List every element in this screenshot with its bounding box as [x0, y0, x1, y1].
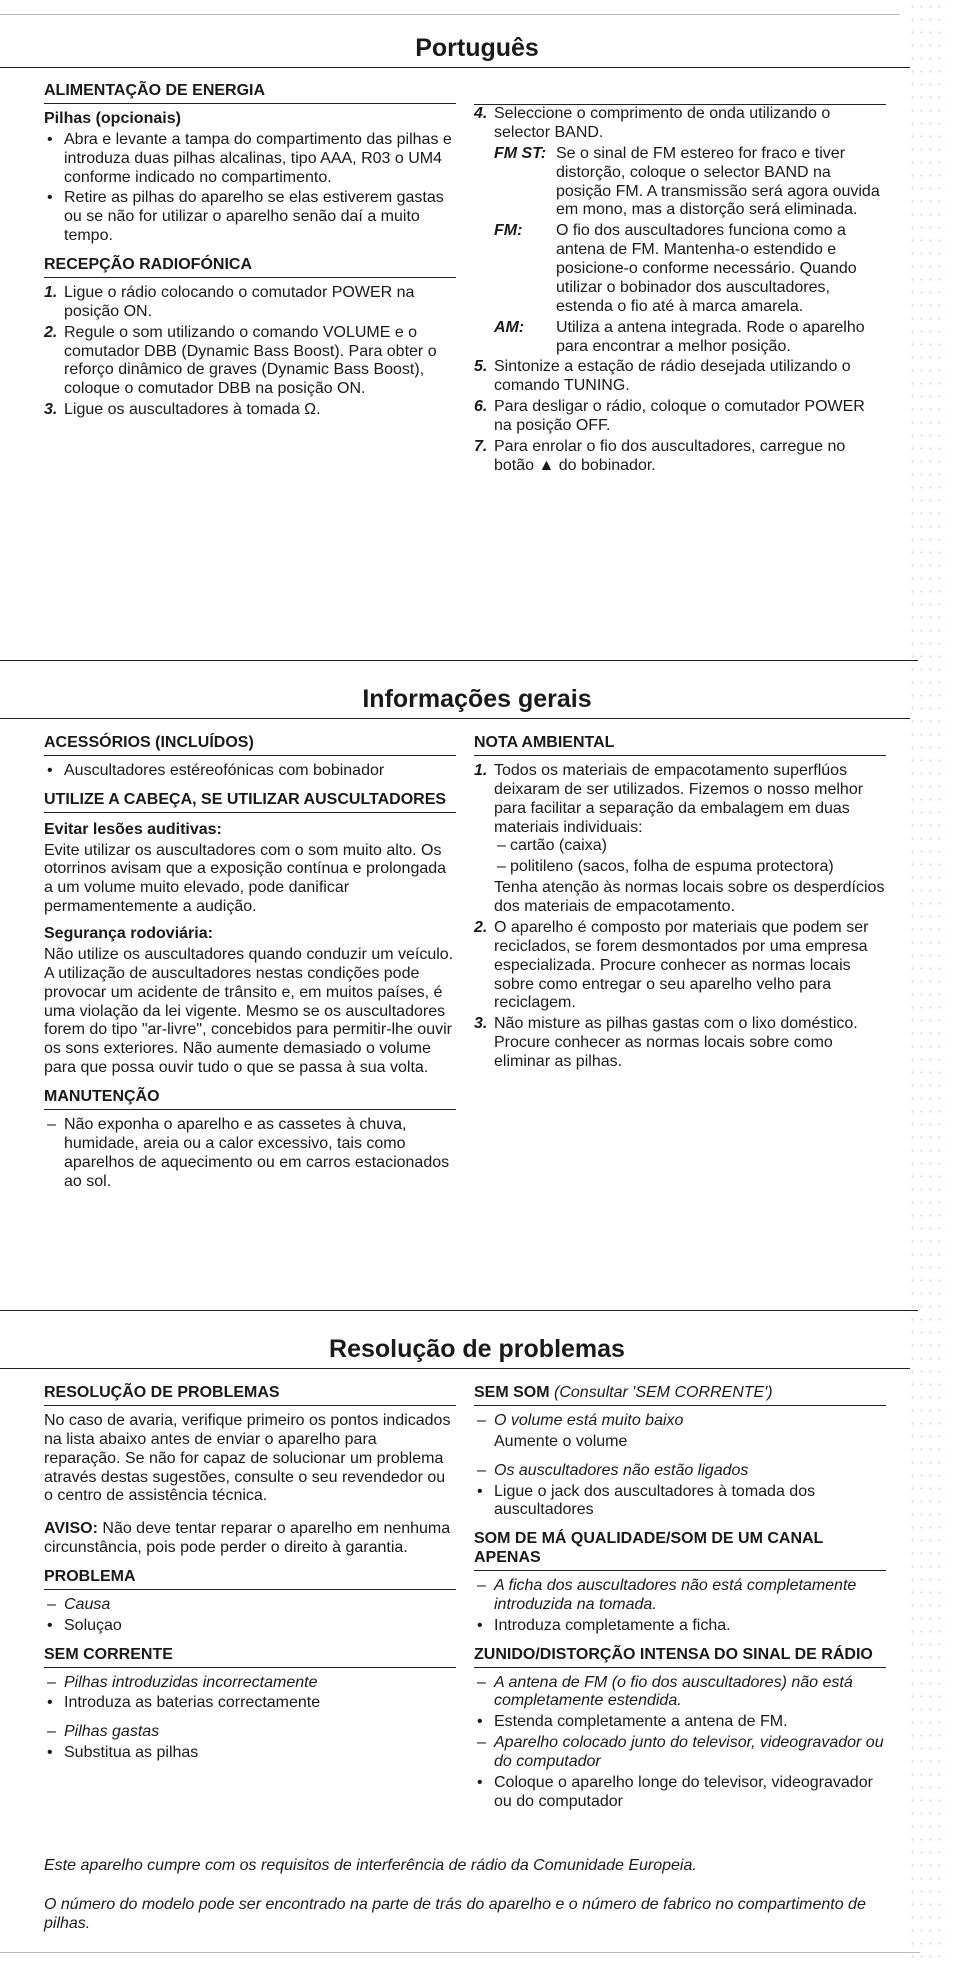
band-key: FM ST: — [494, 144, 547, 162]
section-rule — [0, 718, 910, 719]
warning-label: AVISO: — [44, 1520, 98, 1538]
dash-item: – cartão (caixa) — [494, 837, 886, 856]
solution-item: • Substitua as pilhas — [44, 1744, 456, 1763]
solution-item: • Coloque o aparelho longe do televisor, videogravador ou do computador — [474, 1774, 886, 1812]
step-number: 2. — [44, 323, 58, 341]
warning-text: Não deve tentar reparar o aparelho em nenhuma circunstância, pois pode perder o direito à garantia. — [44, 1520, 451, 1557]
heading-ambiental: NOTA AMBIENTAL — [474, 734, 886, 756]
column-right-portugues — [474, 82, 886, 478]
cause-item: – Os auscultadores não estão ligados — [474, 1462, 886, 1481]
heading-recepcao: RECEPÇÃO RADIOFÓNICA — [44, 256, 456, 278]
heading-manutencao: MANUTENÇÃO — [44, 1088, 456, 1110]
step-text: Para enrolar o fio dos auscultadores, carregue no botão ▲ do bobinador. — [494, 437, 846, 474]
numbered-step — [44, 284, 456, 322]
step-text: Sintonize a estação de rádio desejada utilizando o comando TUNING. — [494, 358, 851, 395]
heading-acessorios: ACESSÓRIOS (INCLUÍDOS) — [44, 734, 456, 756]
numbered-step — [474, 398, 886, 436]
section-rule — [0, 1310, 918, 1311]
subheading-pilhas: Pilhas (opcionais) — [44, 109, 181, 127]
paragraph: Evite utilizar os auscultadores com o som muito alto. Os otorrinos avisam que a exposição contínua e prolongada a um volume muito elevado, pode danificar permamentemente a audição. — [44, 841, 447, 916]
dash-item: – politileno (sacos, folha de espuma protectora) — [494, 858, 886, 877]
cause-item: – Causa — [44, 1596, 456, 1615]
bullet-item: • Retire as pilhas do aparelho se elas estiverem gastas ou se não for utilizar o aparelho senão daí a muito tempo. — [44, 189, 456, 246]
section-rule — [0, 67, 910, 68]
step-number: 7. — [474, 437, 488, 455]
band-definition — [494, 145, 886, 221]
cause-item: – A antena de FM (o fio dos auscultadores) não está completamente estendida. — [474, 1674, 886, 1712]
column-right-gerais — [474, 734, 886, 1074]
step-number: 1. — [474, 761, 488, 779]
column-left-gerais — [44, 734, 456, 1193]
subheading-lesoes: Evitar lesões auditivas: — [44, 820, 222, 838]
heading-utilize: UTILIZE A CABEÇA, SE UTILIZAR AUSCULTADORES — [44, 791, 456, 813]
section-title-portugues: Português — [415, 34, 539, 62]
heading-zunido: ZUNIDO/DISTORÇÃO INTENSA DO SINAL DE RÁDIO — [474, 1646, 886, 1668]
band-text: Se o sinal de FM estereo for fraco e tiver distorção, coloque o selector BAND na posição FM. A transmissão será agora ouvida em mono, mas a distorção será eliminada. — [556, 144, 880, 219]
cause-item: – Aparelho colocado junto do televisor, videogravador ou do computador — [474, 1734, 886, 1772]
scan-speckle — [908, 0, 948, 1967]
bullet-item: • Abra e levante a tampa do compartimento das pilhas e introduza duas pilhas alcalinas, tipo AAA, R03 o UM4 conforme indicado no compartimento. — [44, 131, 456, 188]
heading-sem-corrente: SEM CORRENTE — [44, 1646, 456, 1668]
step-number: 6. — [474, 398, 488, 416]
column-left-portugues — [44, 82, 456, 422]
solution-item: • Ligue o jack dos auscultadores à tomada dos auscultadores — [474, 1483, 886, 1521]
bullet-item: • Auscultadores estéreofónicas com bobinador — [44, 762, 456, 781]
step-text: Para desligar o rádio, coloque o comutador POWER na posição OFF. — [494, 398, 865, 434]
band-text: Utiliza a antena integrada. Rode o aparelho para encontrar a melhor posição. — [556, 318, 865, 355]
band-text: O fio dos auscultadores funciona como a antena de FM. Mantenha-o estendido e posicione-o conforme necessário. Quando utilizar o bobinador dos auscultadores, estenda o fio até à marca amarela. — [556, 222, 857, 315]
section-title-problemas: Resolução de problemas — [329, 1335, 625, 1363]
numbered-step — [474, 1015, 886, 1072]
heading-problema: PROBLEMA — [44, 1568, 456, 1590]
section-title-gerais: Informações gerais — [362, 685, 592, 713]
cause-item: – A ficha dos auscultadores não está completamente introduzida na tomada. — [474, 1577, 886, 1615]
numbered-step — [44, 401, 456, 420]
solution-item: • Estenda completamente a antena de FM. — [474, 1713, 886, 1732]
heading-note: (Consultar 'SEM CORRENTE') — [554, 1384, 773, 1401]
step-text: Regule o som utilizando o comando VOLUME e o comutador DBB (Dynamic Bass Boost). Para obter o reforço dinâmico de graves (Dynamic Bass Boost), coloque o comutador DBB na posição ON. — [64, 323, 437, 398]
step-text: Tenha atenção às normas locais sobre os desperdícios dos materiais de empacotamento. — [494, 879, 885, 915]
heading-alimentacao: ALIMENTAÇÃO DE ENERGIA — [44, 82, 456, 104]
numbered-step — [474, 438, 886, 476]
paragraph: Não utilize os auscultadores quando conduzir um veículo. A utilização de auscultadores nestas condições pode provocar um acidente de trânsito e, em muitos países, é uma violação da lei vigente. Mesmo se os auscultadores forem do tipo "ar-livre", concebidos para permitir-lhe ouvir os sons exteriores. Não aumente demasiado o volume para que possa ouvir tudo o que se passa à sua volta. — [44, 945, 454, 1077]
footer-compliance: Este aparelho cumpre com os requisitos de interferência de rádio da Comunidade Europeia. — [44, 1857, 697, 1874]
numbered-step — [474, 358, 886, 396]
cause-item: – Pilhas introduzidas incorrectamente — [44, 1674, 456, 1693]
section-rule — [0, 1368, 910, 1369]
solution-item: • Introduza completamente a ficha. — [474, 1617, 886, 1636]
solution-item: • Soluçao — [44, 1617, 456, 1636]
step-number: 3. — [474, 1015, 488, 1033]
subheading-seguranca: Segurança rodoviária: — [44, 925, 213, 942]
band-definition — [494, 222, 886, 316]
step-text: Ligue o rádio colocando o comutador POWER na posição ON. — [64, 283, 415, 320]
footer-model-number: O número do modelo pode ser encontrado na parte de trás do aparelho e o número de fabrico no compartimento de pilhas. — [44, 1896, 866, 1932]
cause-item: – Pilhas gastas — [44, 1723, 456, 1742]
heading-sem-som — [474, 1384, 886, 1406]
step-number: 3. — [44, 401, 58, 419]
numbered-step — [474, 919, 886, 1013]
step-number: 2. — [474, 918, 488, 936]
step-text: Não misture as pilhas gastas com o lixo doméstico. Procure conhecer as normas locais sobre como eliminar as pilhas. — [494, 1015, 858, 1070]
warning-paragraph — [44, 1520, 456, 1558]
step-text: Ligue os auscultadores à tomada Ω. — [64, 401, 321, 419]
column-right-problemas — [474, 1384, 886, 1814]
step-text: Seleccione o comprimento de onda utilizando o selector BAND. — [494, 105, 831, 141]
dash-item: – Não exponha o aparelho e as cassetes à chuva, humidade, areia ou a calor excessivo, tais como aparelhos de aquecimento ou em carros estacionados ao sol. — [44, 1116, 456, 1192]
numbered-step — [474, 762, 886, 917]
column-left-problemas — [44, 1384, 456, 1765]
numbered-step — [44, 324, 456, 400]
step-number: 1. — [44, 283, 58, 301]
solution-item: • Introduza as baterias correctamente — [44, 1694, 456, 1713]
numbered-step — [474, 105, 886, 143]
section-rule — [0, 660, 918, 661]
band-key: AM: — [494, 318, 525, 336]
step-text: Todos os materiais de empacotamento superflúos deixaram de ser utilizados. Fizemos o nosso melhor para facilitar a separação da embalagem em duas materiais individuais: — [494, 761, 864, 836]
bottom-scan-rule — [0, 1952, 920, 1953]
heading-resolucao: RESOLUÇÃO DE PROBLEMAS — [44, 1384, 456, 1406]
band-key: FM: — [494, 222, 523, 240]
band-definition — [494, 319, 886, 357]
heading-text: SEM SOM — [474, 1384, 550, 1401]
solution-text: Aumente o volume — [494, 1432, 628, 1450]
heading-ma-qualidade: SOM DE MÁ QUALIDADE/SOM DE UM CANAL APENAS — [474, 1530, 886, 1571]
step-number: 5. — [474, 358, 488, 376]
top-scan-rule — [0, 14, 900, 15]
cause-item: – O volume está muito baixo — [474, 1412, 886, 1431]
paragraph: No caso de avaria, verifique primeiro os pontos indicados na lista abaixo antes de enviar o aparelho para reparação. Se não for capaz de solucionar um problema através destas sugestões, consulte o seu revendedor ou o centro de assistência técnica. — [44, 1411, 451, 1505]
step-text: O aparelho é composto por materiais que podem ser reciclados, se forem desmontados por uma empresa especializada. Procure conhecer as normas locais sobre como entregar o seu aparelho velho para reciclagem. — [494, 918, 869, 1012]
step-number: 4. — [474, 105, 488, 122]
